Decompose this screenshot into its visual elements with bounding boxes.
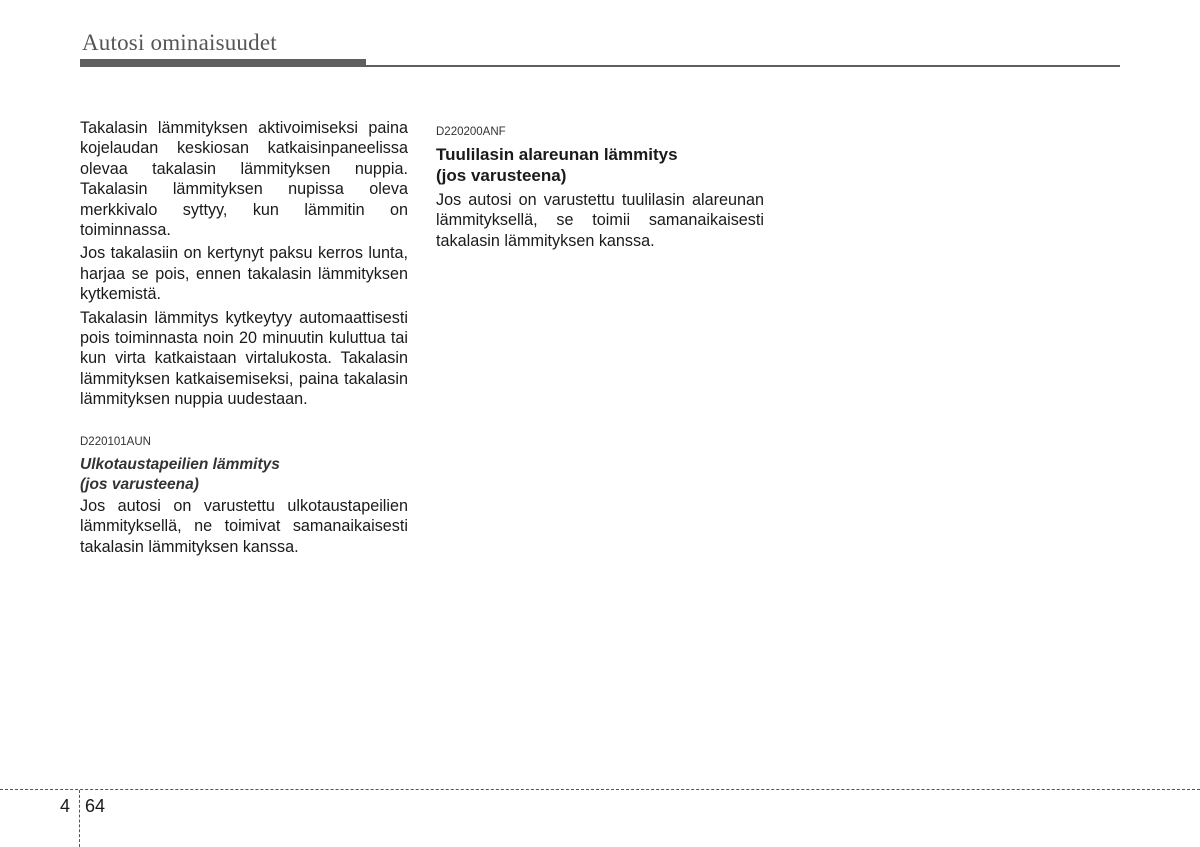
section-heading-line2: (jos varusteena) — [80, 476, 199, 494]
right-column — [436, 118, 764, 254]
section-body: Jos autosi on varustettu tuulilasin alareunan lämmityksellä, se toimii samanaikaisesti takalasin lämmityksen kanssa. — [436, 191, 764, 250]
section-code: D220200ANF — [436, 126, 506, 138]
section-heading — [436, 145, 764, 186]
page-title: Autosi ominaisuudet — [82, 30, 277, 55]
section-body: Jos autosi on varustettu ulkotaustapeilien lämmityksellä, ne toimivat samanaikaisesti takalasin lämmityksen kanssa. — [80, 496, 408, 556]
page-number: 64 — [85, 796, 106, 816]
paragraph: Jos takalasiin on kertynyt paksu kerros lunta, harjaa se pois, ennen takalasin lämmityksen kytkemistä. — [80, 244, 408, 304]
section-heading-line1: Ulkotaustapeilien lämmitys — [80, 455, 280, 473]
footer-divider — [79, 790, 80, 847]
paragraph: Takalasin lämmitys kytkeytyy automaattisesti pois toiminnasta noin 20 minuutin kuluttua tai kun virta katkaistaan virtalukosta. Takalasin lämmityksen katkaisemiseksi, paina takalasin lämmityksen nuppia uudestaan. — [80, 308, 408, 409]
section-heading-line1: Tuulilasin alareunan lämmitys — [436, 145, 678, 164]
footer-rule — [0, 789, 1200, 790]
header-rule — [366, 65, 1120, 67]
section-code: D220101AUN — [80, 435, 151, 448]
section-heading-line2: (jos varusteena) — [436, 165, 567, 185]
paragraph: Takalasin lämmityksen aktivoimiseksi paina kojelaudan keskiosan katkaisinpaneelissa olevaa takalasin lämmityksen nuppia. Takalasin lämmityksen nupissa oleva merkkivalo syttyy, kun lämmitin on toiminnassa. — [80, 119, 408, 240]
header-bar — [80, 59, 366, 67]
chapter-number: 4 — [60, 796, 71, 816]
left-column — [80, 118, 408, 560]
